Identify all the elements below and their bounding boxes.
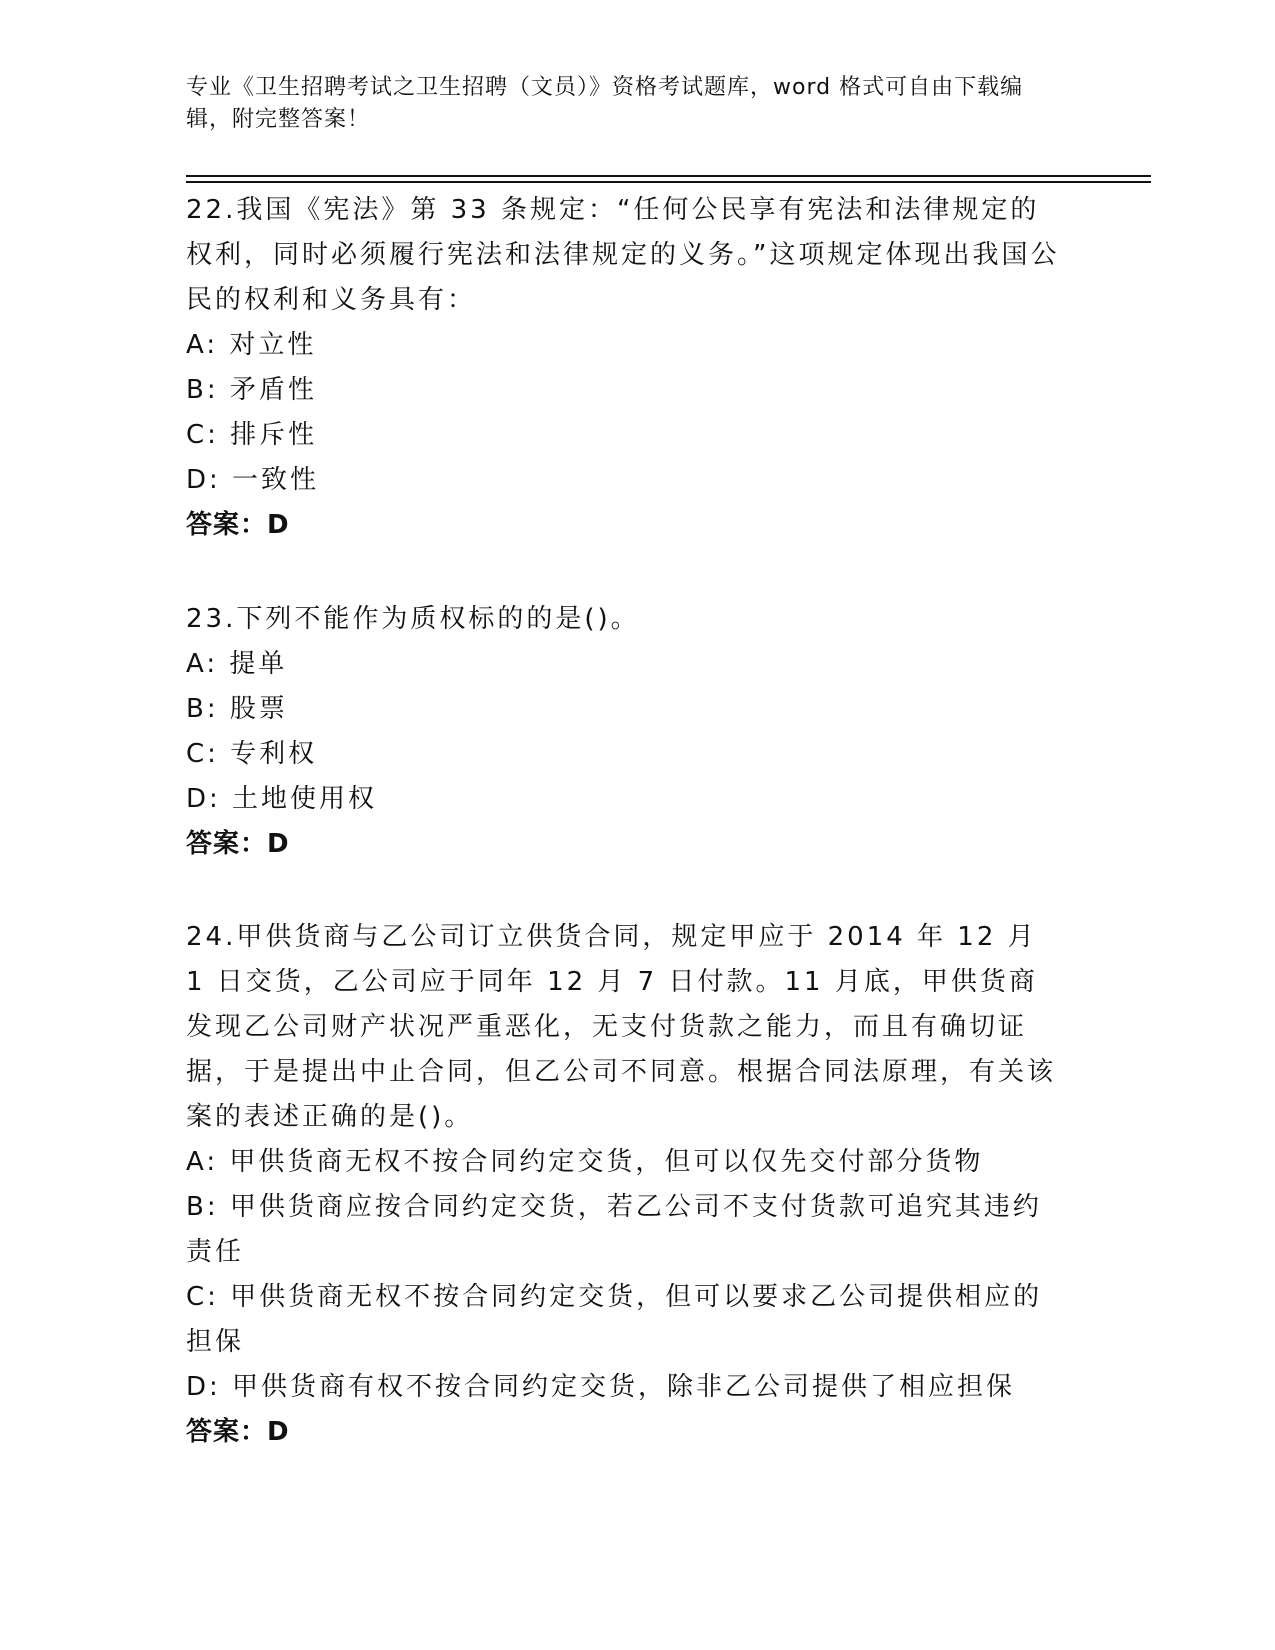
option-c: C: 专利权 (186, 739, 318, 769)
option-b: B: 甲供货商应按合同约定交货，若乙公司不支付货款可追究其违约责任 (186, 1192, 1042, 1267)
option-b: B: 股票 (186, 694, 288, 724)
option-a: A: 对立性 (186, 330, 317, 360)
option-d: D: 甲供货商有权不按合同约定交货，除非乙公司提供了相应担保 (186, 1372, 1016, 1402)
header-divider-bottom (186, 181, 1151, 183)
question-stem: 22.我国《宪法》第 33 条规定：“任何公民享有宪法和法律规定的权利，同时必须履行宪法和法律规定的义务。”这项规定体现出我国公民的权利和义务具有： (186, 195, 1060, 315)
option-d: D: 土地使用权 (186, 784, 378, 814)
document-intro: 专业《卫生招聘考试之卫生招聘（文员）》资格考试题库，word 格式可自由下载编辑，附完整答案！ (186, 75, 1024, 132)
option-c: C: 排斥性 (186, 420, 318, 450)
option-a: A: 甲供货商无权不按合同约定交货，但可以仅先交付部分货物 (186, 1147, 984, 1177)
option-d: D: 一致性 (186, 465, 320, 495)
option-b: B: 矛盾性 (186, 375, 317, 405)
question-22 (186, 188, 1066, 548)
question-stem: 24.甲供货商与乙公司订立供货合同，规定甲应于 2014 年 12 月 1 日交货，乙公司应于同年 12 月 7 日付款。11 月底，甲供货商发现乙公司财产状况严重恶化，无支付货款之能力，而且有确切证据，于是提出中止合同，但乙公司不同意。根据合同法原理，有关该案的表述正确的是()。 (186, 922, 1057, 1132)
header-divider-top (186, 175, 1151, 177)
answer-label: 答案：D (186, 1417, 290, 1447)
answer-label: 答案：D (186, 829, 290, 859)
option-c: C: 甲供货商无权不按合同约定交货，但可以要求乙公司提供相应的担保 (186, 1282, 1043, 1357)
answer-label: 答案：D (186, 510, 290, 540)
option-a: A: 提单 (186, 649, 288, 679)
question-24 (186, 915, 1066, 1455)
question-stem: 23.下列不能作为质权标的的是()。 (186, 604, 640, 634)
question-23 (186, 597, 1066, 867)
